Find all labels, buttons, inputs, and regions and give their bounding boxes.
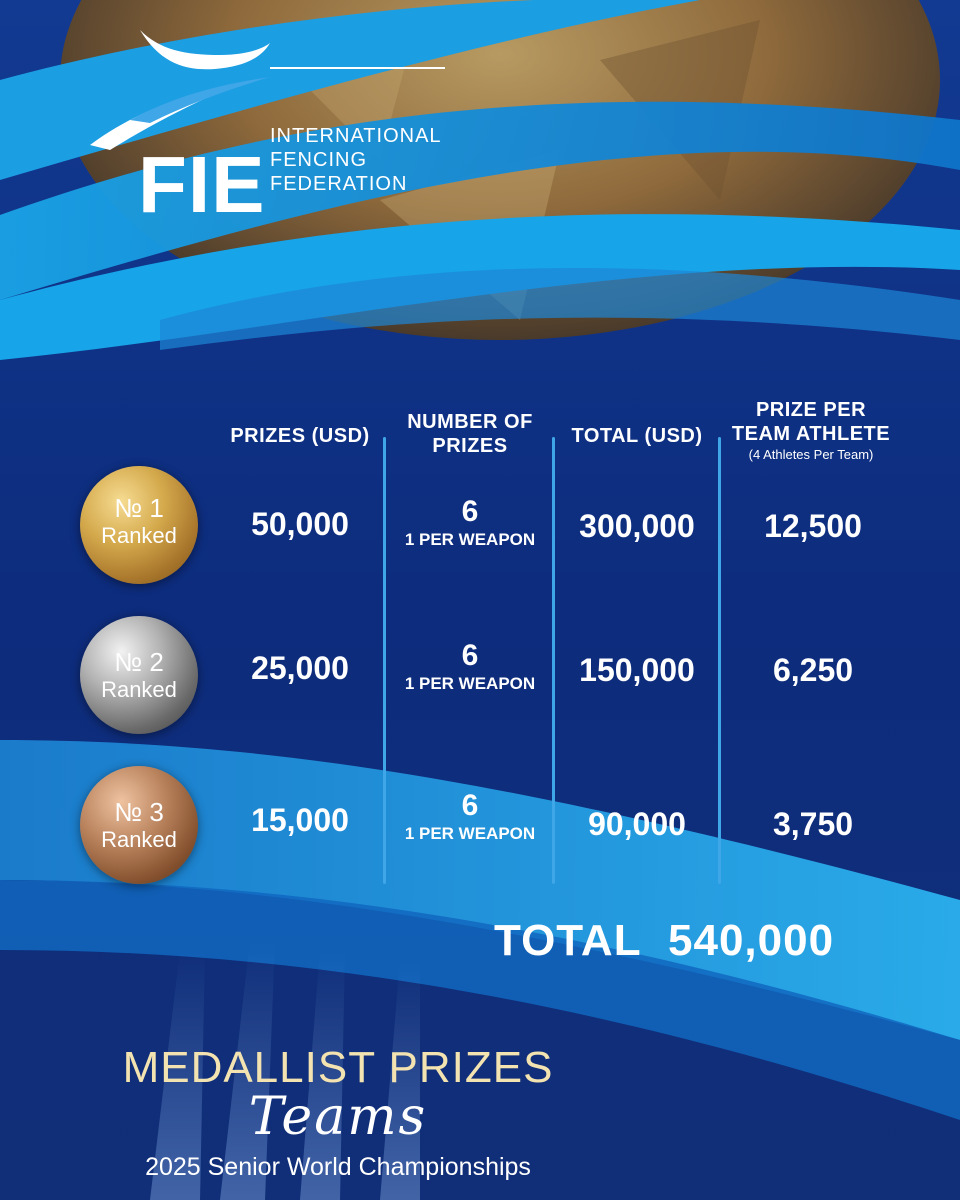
- header-prize-per-athlete: [718, 398, 904, 464]
- prize-per-athlete: 3,750: [772, 806, 854, 842]
- logo-name: [270, 124, 442, 196]
- prize-amount: 25,000: [251, 650, 349, 686]
- header-per-athlete-line: PRIZE PER: [755, 399, 867, 421]
- grand-total-value: 540,000: [668, 916, 835, 965]
- bronze-medal-icon: [80, 766, 198, 884]
- header-per-athlete-line: TEAM ATHLETE: [731, 423, 891, 445]
- header-per-athlete-note: (4 Athletes Per Team): [748, 447, 874, 462]
- table-row: [0, 466, 960, 586]
- prize-total: 90,000: [588, 806, 686, 842]
- header-number-of-prizes: [395, 410, 545, 458]
- logo-name-line: INTERNATIONAL: [270, 125, 442, 147]
- logo-name-line: FENCING: [270, 149, 367, 171]
- fie-logo: [90, 25, 450, 229]
- prize-count: 6: [461, 639, 479, 672]
- page-subtitle-script: Teams: [248, 1087, 428, 1147]
- medal-rank-label: Ranked: [101, 827, 177, 852]
- prize-amount: 15,000: [251, 802, 349, 838]
- logo-name-line: FEDERATION: [270, 173, 408, 195]
- header-number-line: NUMBER OF: [407, 411, 533, 433]
- prize-count: 6: [461, 789, 479, 822]
- prize-count-note: 1 PER WEAPON: [404, 530, 536, 549]
- prize-count-note: 1 PER WEAPON: [404, 824, 536, 843]
- medal-rank: № 3: [114, 797, 164, 827]
- medal-rank-label: Ranked: [101, 523, 177, 548]
- silver-medal-icon: [80, 616, 198, 734]
- header-total: [562, 424, 712, 448]
- medal-rank: № 1: [114, 493, 164, 523]
- prize-count: 6: [461, 495, 479, 528]
- table-row: [0, 616, 960, 736]
- event-name: 2025 Senior World Championships: [145, 1153, 531, 1181]
- page-title: MEDALLIST PRIZES: [122, 1043, 554, 1092]
- grand-total-label: TOTAL: [494, 916, 642, 965]
- logo-abbreviation: FIE: [138, 140, 266, 229]
- header-prizes-label: PRIZES (USD): [230, 425, 370, 447]
- prize-amount: 50,000: [251, 506, 349, 542]
- gold-medal-icon: [80, 466, 198, 584]
- prize-total: 300,000: [579, 508, 695, 544]
- header-prizes: [225, 424, 375, 448]
- prize-per-athlete: 12,500: [764, 508, 862, 544]
- prize-count-note: 1 PER WEAPON: [404, 674, 536, 693]
- header-number-line: PRIZES: [432, 435, 508, 457]
- table-row: [0, 766, 960, 886]
- medal-rank: № 2: [114, 647, 164, 677]
- header-total-label: TOTAL (USD): [571, 425, 703, 447]
- prize-total: 150,000: [579, 652, 695, 688]
- prize-per-athlete: 6,250: [772, 652, 854, 688]
- medal-rank-label: Ranked: [101, 677, 177, 702]
